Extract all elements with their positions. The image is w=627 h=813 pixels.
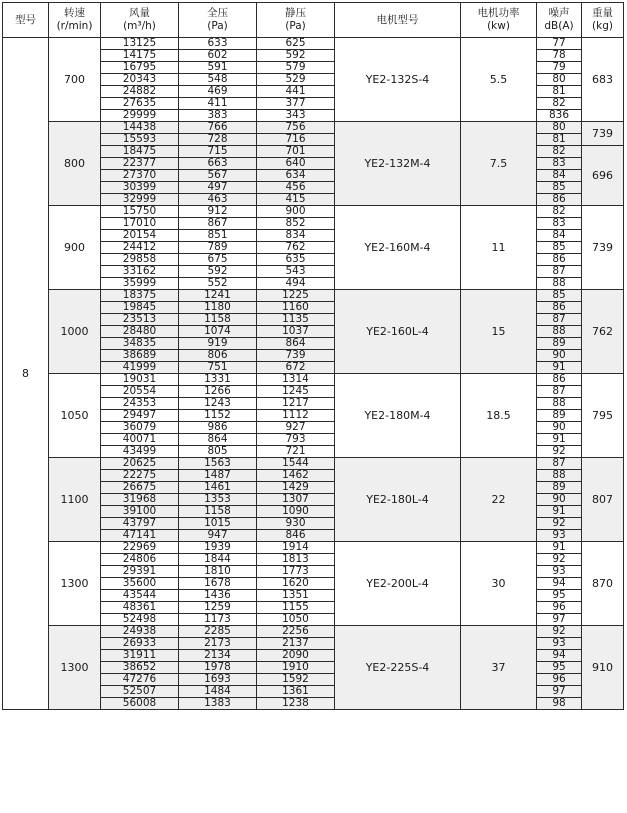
noise-cell: 81 <box>537 86 582 98</box>
total-pressure-cell: 548 <box>179 74 257 86</box>
airflow-cell: 18475 <box>101 146 179 158</box>
noise-cell: 93 <box>537 566 582 578</box>
airflow-cell: 56008 <box>101 698 179 710</box>
airflow-cell: 16795 <box>101 62 179 74</box>
airflow-cell: 19845 <box>101 302 179 314</box>
weight-cell: 870 <box>582 542 624 626</box>
motor-power-cell: 15 <box>461 290 537 374</box>
static-pressure-cell: 852 <box>257 218 335 230</box>
motor-model-cell: YE2-160M-4 <box>335 206 461 290</box>
static-pressure-cell: 2090 <box>257 650 335 662</box>
airflow-cell: 35600 <box>101 578 179 590</box>
total-pressure-cell: 1461 <box>179 482 257 494</box>
airflow-cell: 24882 <box>101 86 179 98</box>
airflow-cell: 22377 <box>101 158 179 170</box>
airflow-cell: 20625 <box>101 458 179 470</box>
motor-power-cell: 37 <box>461 626 537 710</box>
total-pressure-cell: 463 <box>179 194 257 206</box>
table-body <box>3 38 624 710</box>
static-pressure-cell: 1813 <box>257 554 335 566</box>
header-total-pressure: 全压 (Pa) <box>179 3 257 38</box>
total-pressure-cell: 766 <box>179 122 257 134</box>
airflow-cell: 40071 <box>101 434 179 446</box>
total-pressure-cell: 1266 <box>179 386 257 398</box>
noise-cell: 83 <box>537 158 582 170</box>
static-pressure-cell: 1620 <box>257 578 335 590</box>
noise-cell: 98 <box>537 698 582 710</box>
noise-cell: 82 <box>537 206 582 218</box>
motor-model-cell: YE2-180L-4 <box>335 458 461 542</box>
airflow-cell: 48361 <box>101 602 179 614</box>
static-pressure-cell: 1544 <box>257 458 335 470</box>
static-pressure-cell: 2137 <box>257 638 335 650</box>
noise-cell: 91 <box>537 542 582 554</box>
noise-cell: 92 <box>537 518 582 530</box>
total-pressure-cell: 411 <box>179 98 257 110</box>
noise-cell: 96 <box>537 674 582 686</box>
motor-model-cell: YE2-160L-4 <box>335 290 461 374</box>
noise-cell: 86 <box>537 194 582 206</box>
static-pressure-cell: 543 <box>257 266 335 278</box>
noise-cell: 91 <box>537 434 582 446</box>
airflow-cell: 24806 <box>101 554 179 566</box>
speed-cell: 1300 <box>49 542 101 626</box>
noise-cell: 88 <box>537 398 582 410</box>
static-pressure-cell: 1050 <box>257 614 335 626</box>
airflow-cell: 20154 <box>101 230 179 242</box>
noise-cell: 97 <box>537 686 582 698</box>
airflow-cell: 39100 <box>101 506 179 518</box>
weight-cell: 739 <box>582 122 624 146</box>
static-pressure-cell: 343 <box>257 110 335 122</box>
noise-cell: 95 <box>537 590 582 602</box>
table-row <box>3 122 624 134</box>
static-pressure-cell: 529 <box>257 74 335 86</box>
airflow-cell: 17010 <box>101 218 179 230</box>
airflow-cell: 31968 <box>101 494 179 506</box>
table-row <box>3 458 624 470</box>
static-pressure-cell: 834 <box>257 230 335 242</box>
noise-cell: 94 <box>537 650 582 662</box>
static-pressure-cell: 1462 <box>257 470 335 482</box>
total-pressure-cell: 1563 <box>179 458 257 470</box>
total-pressure-cell: 1180 <box>179 302 257 314</box>
total-pressure-cell: 851 <box>179 230 257 242</box>
noise-cell: 90 <box>537 494 582 506</box>
total-pressure-cell: 567 <box>179 170 257 182</box>
noise-cell: 80 <box>537 122 582 134</box>
airflow-cell: 30399 <box>101 182 179 194</box>
weight-cell: 683 <box>582 38 624 122</box>
total-pressure-cell: 919 <box>179 338 257 350</box>
static-pressure-cell: 640 <box>257 158 335 170</box>
noise-cell: 89 <box>537 482 582 494</box>
noise-cell: 92 <box>537 626 582 638</box>
total-pressure-cell: 1241 <box>179 290 257 302</box>
table-header <box>3 3 624 38</box>
noise-cell: 96 <box>537 602 582 614</box>
noise-cell: 87 <box>537 266 582 278</box>
table-row <box>3 38 624 50</box>
noise-cell: 88 <box>537 278 582 290</box>
noise-cell: 85 <box>537 242 582 254</box>
noise-cell: 89 <box>537 338 582 350</box>
total-pressure-cell: 591 <box>179 62 257 74</box>
noise-cell: 90 <box>537 350 582 362</box>
noise-cell: 81 <box>537 134 582 146</box>
airflow-cell: 24412 <box>101 242 179 254</box>
noise-cell: 86 <box>537 302 582 314</box>
total-pressure-cell: 1331 <box>179 374 257 386</box>
header-power: 电机功率 (kw) <box>461 3 537 38</box>
airflow-cell: 28480 <box>101 326 179 338</box>
airflow-cell: 22969 <box>101 542 179 554</box>
motor-power-cell: 22 <box>461 458 537 542</box>
total-pressure-cell: 751 <box>179 362 257 374</box>
total-pressure-cell: 715 <box>179 146 257 158</box>
motor-model-cell: YE2-132M-4 <box>335 122 461 206</box>
header-airflow: 风量 (m³/h) <box>101 3 179 38</box>
total-pressure-cell: 497 <box>179 182 257 194</box>
static-pressure-cell: 900 <box>257 206 335 218</box>
noise-cell: 91 <box>537 362 582 374</box>
fan-performance-table <box>2 2 624 710</box>
noise-cell: 97 <box>537 614 582 626</box>
airflow-cell: 26933 <box>101 638 179 650</box>
airflow-cell: 14438 <box>101 122 179 134</box>
noise-cell: 80 <box>537 74 582 86</box>
motor-power-cell: 11 <box>461 206 537 290</box>
static-pressure-cell: 1238 <box>257 698 335 710</box>
table-row <box>3 626 624 638</box>
weight-cell: 807 <box>582 458 624 542</box>
motor-power-cell: 7.5 <box>461 122 537 206</box>
noise-cell: 79 <box>537 62 582 74</box>
static-pressure-cell: 762 <box>257 242 335 254</box>
motor-power-cell: 30 <box>461 542 537 626</box>
airflow-cell: 32999 <box>101 194 179 206</box>
total-pressure-cell: 912 <box>179 206 257 218</box>
total-pressure-cell: 1173 <box>179 614 257 626</box>
airflow-cell: 26675 <box>101 482 179 494</box>
total-pressure-cell: 469 <box>179 86 257 98</box>
motor-power-cell: 18.5 <box>461 374 537 458</box>
table-row <box>3 290 624 302</box>
airflow-cell: 13125 <box>101 38 179 50</box>
header-motor: 电机型号 <box>335 3 461 38</box>
total-pressure-cell: 1978 <box>179 662 257 674</box>
static-pressure-cell: 1090 <box>257 506 335 518</box>
airflow-cell: 36079 <box>101 422 179 434</box>
noise-cell: 90 <box>537 422 582 434</box>
noise-cell: 87 <box>537 386 582 398</box>
static-pressure-cell: 1155 <box>257 602 335 614</box>
airflow-cell: 29999 <box>101 110 179 122</box>
noise-cell: 86 <box>537 374 582 386</box>
total-pressure-cell: 1810 <box>179 566 257 578</box>
static-pressure-cell: 716 <box>257 134 335 146</box>
static-pressure-cell: 1307 <box>257 494 335 506</box>
motor-power-cell: 5.5 <box>461 38 537 122</box>
airflow-cell: 29497 <box>101 410 179 422</box>
airflow-cell: 15750 <box>101 206 179 218</box>
static-pressure-cell: 672 <box>257 362 335 374</box>
total-pressure-cell: 1383 <box>179 698 257 710</box>
header-model: 型号 <box>3 3 49 38</box>
weight-cell: 696 <box>582 146 624 206</box>
total-pressure-cell: 805 <box>179 446 257 458</box>
static-pressure-cell: 592 <box>257 50 335 62</box>
total-pressure-cell: 1074 <box>179 326 257 338</box>
noise-cell: 93 <box>537 638 582 650</box>
table-row <box>3 542 624 554</box>
static-pressure-cell: 1361 <box>257 686 335 698</box>
total-pressure-cell: 947 <box>179 530 257 542</box>
header-noise: 噪声 dB(A) <box>537 3 582 38</box>
static-pressure-cell: 2256 <box>257 626 335 638</box>
total-pressure-cell: 663 <box>179 158 257 170</box>
speed-cell: 900 <box>49 206 101 290</box>
airflow-cell: 43499 <box>101 446 179 458</box>
noise-cell: 89 <box>537 410 582 422</box>
static-pressure-cell: 579 <box>257 62 335 74</box>
total-pressure-cell: 1693 <box>179 674 257 686</box>
speed-cell: 800 <box>49 122 101 206</box>
total-pressure-cell: 1484 <box>179 686 257 698</box>
total-pressure-cell: 864 <box>179 434 257 446</box>
static-pressure-cell: 721 <box>257 446 335 458</box>
noise-cell: 82 <box>537 98 582 110</box>
airflow-cell: 43544 <box>101 590 179 602</box>
noise-cell: 95 <box>537 662 582 674</box>
noise-cell: 91 <box>537 506 582 518</box>
noise-cell: 88 <box>537 326 582 338</box>
static-pressure-cell: 1225 <box>257 290 335 302</box>
speed-cell: 1000 <box>49 290 101 374</box>
static-pressure-cell: 930 <box>257 518 335 530</box>
static-pressure-cell: 1112 <box>257 410 335 422</box>
noise-cell: 94 <box>537 578 582 590</box>
static-pressure-cell: 1217 <box>257 398 335 410</box>
total-pressure-cell: 806 <box>179 350 257 362</box>
airflow-cell: 52498 <box>101 614 179 626</box>
airflow-cell: 24938 <box>101 626 179 638</box>
static-pressure-cell: 1910 <box>257 662 335 674</box>
noise-cell: 77 <box>537 38 582 50</box>
static-pressure-cell: 634 <box>257 170 335 182</box>
static-pressure-cell: 377 <box>257 98 335 110</box>
static-pressure-cell: 793 <box>257 434 335 446</box>
total-pressure-cell: 2285 <box>179 626 257 638</box>
static-pressure-cell: 864 <box>257 338 335 350</box>
airflow-cell: 38652 <box>101 662 179 674</box>
static-pressure-cell: 1314 <box>257 374 335 386</box>
airflow-cell: 22275 <box>101 470 179 482</box>
noise-cell: 87 <box>537 458 582 470</box>
static-pressure-cell: 1592 <box>257 674 335 686</box>
airflow-cell: 35999 <box>101 278 179 290</box>
noise-cell: 78 <box>537 50 582 62</box>
noise-cell: 83 <box>537 218 582 230</box>
speed-cell: 1100 <box>49 458 101 542</box>
noise-cell: 84 <box>537 170 582 182</box>
header-speed: 转速 (r/min) <box>49 3 101 38</box>
airflow-cell: 14175 <box>101 50 179 62</box>
static-pressure-cell: 1914 <box>257 542 335 554</box>
noise-cell: 86 <box>537 254 582 266</box>
header-weight: 重量 (kg) <box>582 3 624 38</box>
total-pressure-cell: 383 <box>179 110 257 122</box>
noise-cell: 88 <box>537 470 582 482</box>
motor-model-cell: YE2-225S-4 <box>335 626 461 710</box>
total-pressure-cell: 1436 <box>179 590 257 602</box>
total-pressure-cell: 1158 <box>179 506 257 518</box>
total-pressure-cell: 633 <box>179 38 257 50</box>
noise-cell: 836 <box>537 110 582 122</box>
noise-cell: 87 <box>537 314 582 326</box>
static-pressure-cell: 846 <box>257 530 335 542</box>
noise-cell: 92 <box>537 554 582 566</box>
airflow-cell: 27635 <box>101 98 179 110</box>
model-cell: 8 <box>3 38 49 710</box>
airflow-cell: 29391 <box>101 566 179 578</box>
airflow-cell: 15593 <box>101 134 179 146</box>
static-pressure-cell: 739 <box>257 350 335 362</box>
weight-cell: 739 <box>582 206 624 290</box>
total-pressure-cell: 867 <box>179 218 257 230</box>
static-pressure-cell: 441 <box>257 86 335 98</box>
total-pressure-cell: 1152 <box>179 410 257 422</box>
airflow-cell: 41999 <box>101 362 179 374</box>
static-pressure-cell: 1160 <box>257 302 335 314</box>
speed-cell: 700 <box>49 38 101 122</box>
static-pressure-cell: 1245 <box>257 386 335 398</box>
airflow-cell: 23513 <box>101 314 179 326</box>
motor-model-cell: YE2-200L-4 <box>335 542 461 626</box>
static-pressure-cell: 494 <box>257 278 335 290</box>
header-static-pressure: 静压 (Pa) <box>257 3 335 38</box>
airflow-cell: 24353 <box>101 398 179 410</box>
airflow-cell: 31911 <box>101 650 179 662</box>
total-pressure-cell: 1259 <box>179 602 257 614</box>
airflow-cell: 29858 <box>101 254 179 266</box>
total-pressure-cell: 675 <box>179 254 257 266</box>
airflow-cell: 27370 <box>101 170 179 182</box>
weight-cell: 910 <box>582 626 624 710</box>
airflow-cell: 43797 <box>101 518 179 530</box>
weight-cell: 795 <box>582 374 624 458</box>
static-pressure-cell: 701 <box>257 146 335 158</box>
total-pressure-cell: 1939 <box>179 542 257 554</box>
static-pressure-cell: 415 <box>257 194 335 206</box>
total-pressure-cell: 789 <box>179 242 257 254</box>
table-row <box>3 206 624 218</box>
motor-model-cell: YE2-180M-4 <box>335 374 461 458</box>
total-pressure-cell: 2134 <box>179 650 257 662</box>
airflow-cell: 19031 <box>101 374 179 386</box>
table-row <box>3 374 624 386</box>
weight-cell: 762 <box>582 290 624 374</box>
total-pressure-cell: 1243 <box>179 398 257 410</box>
noise-cell: 85 <box>537 182 582 194</box>
airflow-cell: 20343 <box>101 74 179 86</box>
total-pressure-cell: 552 <box>179 278 257 290</box>
airflow-cell: 20554 <box>101 386 179 398</box>
static-pressure-cell: 756 <box>257 122 335 134</box>
noise-cell: 82 <box>537 146 582 158</box>
noise-cell: 92 <box>537 446 582 458</box>
airflow-cell: 52507 <box>101 686 179 698</box>
static-pressure-cell: 635 <box>257 254 335 266</box>
static-pressure-cell: 1351 <box>257 590 335 602</box>
total-pressure-cell: 1844 <box>179 554 257 566</box>
total-pressure-cell: 2173 <box>179 638 257 650</box>
noise-cell: 93 <box>537 530 582 542</box>
noise-cell: 84 <box>537 230 582 242</box>
static-pressure-cell: 625 <box>257 38 335 50</box>
airflow-cell: 38689 <box>101 350 179 362</box>
noise-cell: 85 <box>537 290 582 302</box>
speed-cell: 1300 <box>49 626 101 710</box>
total-pressure-cell: 1353 <box>179 494 257 506</box>
airflow-cell: 18375 <box>101 290 179 302</box>
motor-model-cell: YE2-132S-4 <box>335 38 461 122</box>
static-pressure-cell: 1135 <box>257 314 335 326</box>
total-pressure-cell: 986 <box>179 422 257 434</box>
static-pressure-cell: 1773 <box>257 566 335 578</box>
static-pressure-cell: 456 <box>257 182 335 194</box>
total-pressure-cell: 1487 <box>179 470 257 482</box>
airflow-cell: 47141 <box>101 530 179 542</box>
total-pressure-cell: 592 <box>179 266 257 278</box>
total-pressure-cell: 1158 <box>179 314 257 326</box>
static-pressure-cell: 1037 <box>257 326 335 338</box>
total-pressure-cell: 602 <box>179 50 257 62</box>
speed-cell: 1050 <box>49 374 101 458</box>
airflow-cell: 33162 <box>101 266 179 278</box>
static-pressure-cell: 1429 <box>257 482 335 494</box>
total-pressure-cell: 1015 <box>179 518 257 530</box>
airflow-cell: 47276 <box>101 674 179 686</box>
total-pressure-cell: 1678 <box>179 578 257 590</box>
airflow-cell: 34835 <box>101 338 179 350</box>
static-pressure-cell: 927 <box>257 422 335 434</box>
total-pressure-cell: 728 <box>179 134 257 146</box>
